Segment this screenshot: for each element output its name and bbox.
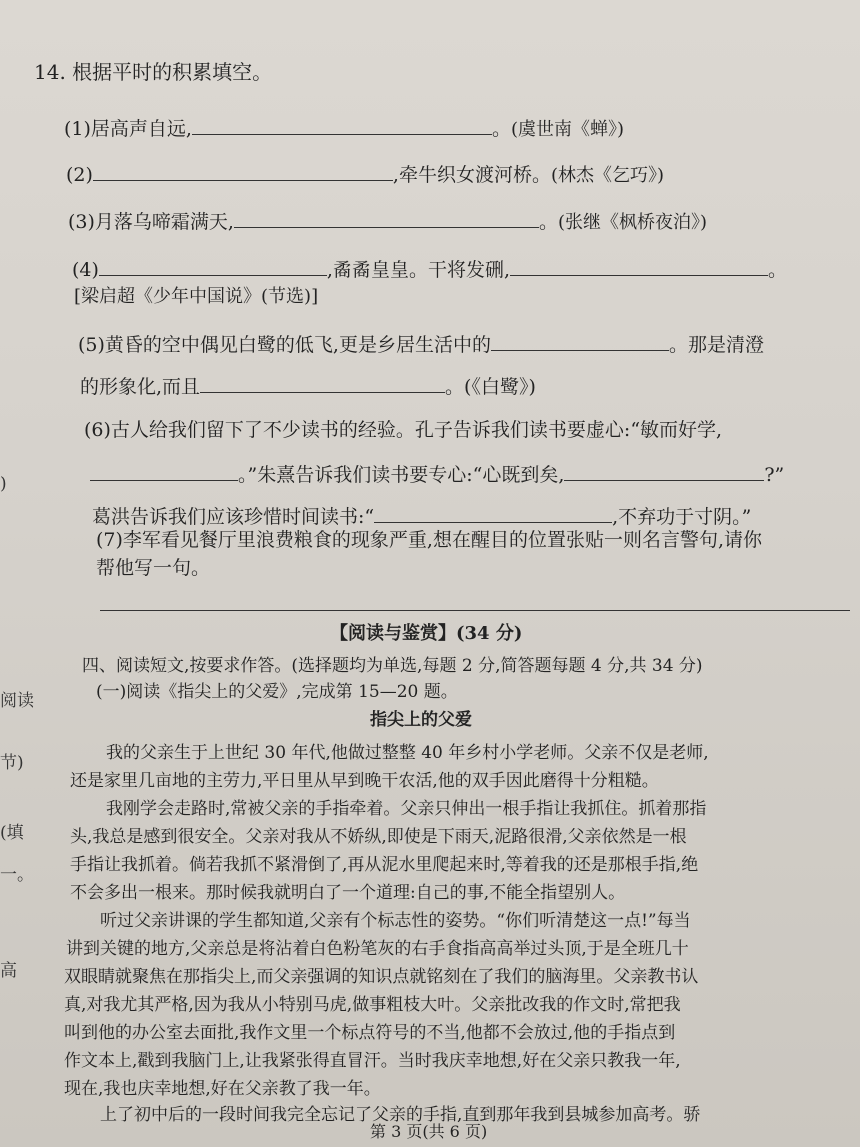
part-title: 四、阅读短文,按要求作答。(选择题均为单选,每题 2 分,简答题每题 4 分,共 34 分) [82, 656, 703, 676]
edge-fragment: (填 [0, 823, 24, 843]
article-line: 手指让我抓着。倘若我抓不紧滑倒了,再从泥水里爬起来时,等着我的还是那根手指,绝 [70, 855, 699, 875]
answer-blank[interactable] [99, 255, 327, 276]
article-line: 头,我总是感到很安全。父亲对我从不娇纵,即使是下雨天,泥路很滑,父亲依然是一根 [70, 827, 687, 847]
edge-fragment: ) [0, 474, 7, 494]
article-line: 还是家里几亩地的主劳力,平日里从早到晚干农活,他的双手因此磨得十分粗糙。 [70, 771, 659, 791]
item-text: (5)黄昏的空中偶见白鹭的低飞,更是乡居生活中的 [78, 334, 491, 356]
article-line: 讲到关键的地方,父亲总是将沾着白色粉笔灰的右手食指高高举过头顶,于是全班几十 [66, 939, 689, 959]
item-text: (3)月落乌啼霜满天, [68, 211, 234, 233]
fill-item-6-cont2 [92, 502, 751, 529]
fill-item-5-cont [80, 372, 536, 399]
item-text: 。 [768, 259, 788, 281]
article-line: 上了初中后的一段时间我完全忘记了父亲的手指,直到那年我到县城参加高考。骄 [100, 1105, 701, 1125]
part-subtitle: (一)阅读《指尖上的父爱》,完成第 15—20 题。 [96, 682, 458, 702]
article-title: 指尖上的父爱 [370, 710, 472, 730]
article-line: 不会多出一根来。那时候我就明白了一个道理:自己的事,不能全指望别人。 [70, 883, 626, 903]
page-number: 第 3 页(共 6 页) [370, 1122, 488, 1141]
fill-item-7: (7)李军看见餐厅里浪费粮食的现象严重,想在醒目的位置张贴一则名言警句,请你 [96, 529, 762, 551]
question-title: 14. 根据平时的积累填空。 [34, 60, 273, 84]
item-text: ,矞矞皇皇。干将发硎, [326, 259, 511, 281]
fill-item-6-cont [90, 460, 784, 487]
fill-item-6: (6)古人给我们留下了不少读书的经验。孔子告诉我们读书要虚心:“敏而好学, [84, 419, 723, 441]
item-text: 。”朱熹告诉我们读书要专心:“心既到矣, [238, 464, 565, 486]
fill-item-2 [66, 160, 664, 188]
answer-blank[interactable] [374, 502, 612, 523]
answer-blank[interactable] [90, 460, 238, 481]
article-line: 我的父亲生于上世纪 30 年代,他做过整整 40 年乡村小学老师。父亲不仅是老师, [106, 743, 709, 763]
item-text: ,不弃功于寸阴。” [612, 506, 752, 528]
edge-fragment: 一。 [0, 865, 34, 885]
article-line: 现在,我也庆幸地想,好在父亲教了我一年。 [64, 1079, 381, 1099]
answer-blank[interactable] [564, 460, 764, 481]
item-text: (4) [72, 259, 99, 281]
source-citation: [梁启超《少年中国说》(节选)] [74, 286, 319, 307]
item-text: 。 [491, 118, 511, 140]
source-citation: (虞世南《蝉》) [510, 119, 625, 140]
source-citation: (林杰《乞巧》) [550, 165, 665, 186]
item-text: ?” [764, 464, 785, 486]
edge-fragment: 阅读 [0, 691, 34, 711]
answer-blank[interactable] [192, 114, 492, 135]
item-text: (1)居高声自远, [64, 118, 192, 140]
article-line: 作文本上,戳到我脑门上,让我紧张得直冒汗。当时我庆幸地想,好在父亲只教我一年, [64, 1051, 681, 1071]
item-text: (2) [66, 164, 93, 186]
fill-item-7-cont: 帮他写一句。 [96, 557, 211, 579]
item-text: 葛洪告诉我们应该珍惜时间读书:“ [92, 506, 375, 528]
item-text: 的形象化,而且 [80, 376, 201, 398]
answer-blank[interactable] [491, 330, 669, 351]
answer-blank[interactable] [200, 372, 445, 393]
article-line: 我刚学会走路时,常被父亲的手指牵着。父亲只伸出一根手指让我抓住。抓着那指 [106, 799, 707, 819]
article-line: 真,对我尤其严格,因为我从小特别马虎,做事粗枝大叶。父亲批改我的作文时,常把我 [64, 995, 681, 1015]
fill-item-3 [68, 207, 707, 235]
article-line: 叫到他的办公室去面批,我作文里一个标点符号的不当,他都不会放过,他的手指点到 [64, 1023, 676, 1043]
article-line: 双眼睛就聚焦在那指尖上,而父亲强调的知识点就铭刻在了我们的脑海里。父亲教书认 [64, 967, 699, 987]
item-text: ,牵牛织女渡河桥。 [392, 164, 551, 186]
article-line: 听过父亲讲课的学生都知道,父亲有个标志性的姿势。“你们听清楚这一点!”每当 [100, 911, 691, 931]
item-text: 。(《白鹭》) [445, 376, 536, 398]
answer-blank[interactable] [234, 207, 539, 228]
source-citation: (张继《枫桥夜泊》) [557, 212, 708, 233]
answer-line[interactable] [100, 610, 850, 611]
answer-blank[interactable] [93, 160, 393, 181]
answer-blank[interactable] [510, 255, 768, 276]
item-text: 。 [538, 211, 558, 233]
fill-item-4 [72, 255, 787, 282]
edge-fragment: 节) [0, 753, 24, 773]
fill-item-1 [64, 114, 624, 142]
item-text: 。那是清澄 [668, 334, 764, 356]
section-header: 【阅读与鉴赏】(34 分) [330, 623, 523, 644]
fill-item-5 [78, 330, 764, 357]
edge-fragment: 高 [0, 961, 17, 981]
